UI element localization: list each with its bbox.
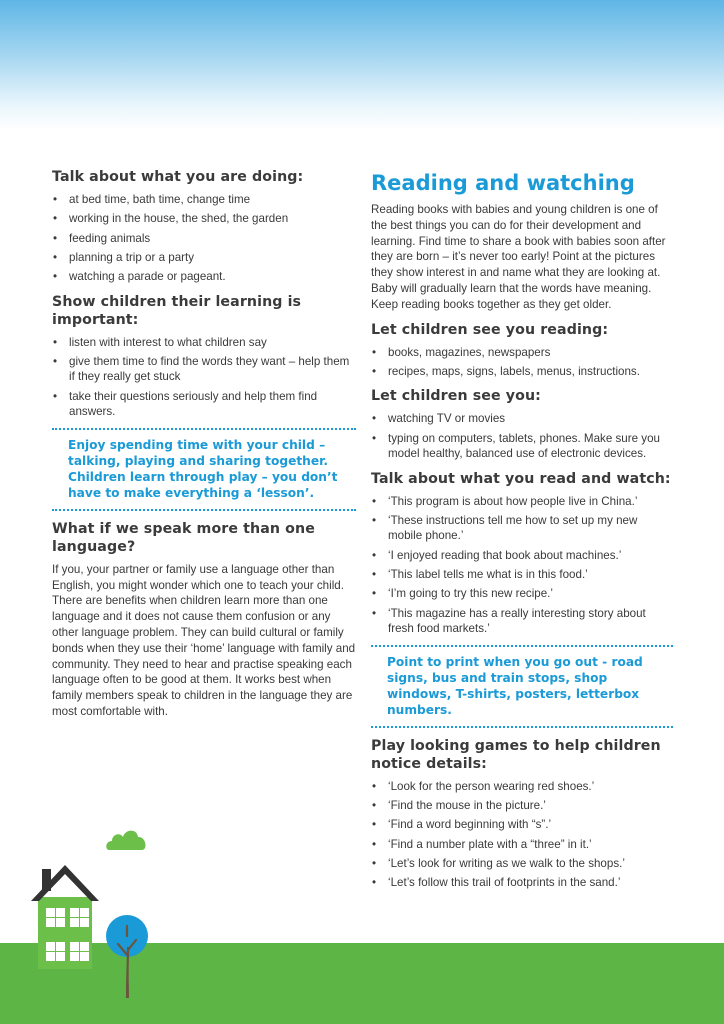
list-item: • give them time to find the words they want – help them if they really get stuck: [52, 354, 356, 385]
list-item: • ‘This magazine has a really interesting story about fresh food markets.’: [371, 606, 673, 637]
cloud-icon: [106, 826, 148, 852]
heading-see-you: Let children see you:: [371, 388, 541, 405]
paragraph-more-than-one-language: If you, your partner or family use a language other than English, you might wonder which one to teach your child. There are benefits when children learn more than one language and it does not cause them confusion or any other language problem. They can build cultural or family bonds when they use their ‘home’ language with family and community. They need to hear and practise speaking each language often to be good at them. It works best when family members speak to children in the language they are most comfortable with.: [52, 562, 356, 718]
list-item: • ‘This program is about how people live in China.’: [371, 494, 673, 510]
list-item: • recipes, maps, signs, labels, menus, instructions.: [371, 364, 673, 380]
list-item: • planning a trip or a party: [52, 250, 356, 266]
list-item: • ‘I enjoyed reading that book about machines.’: [371, 548, 673, 564]
paragraph-reading-intro: Reading books with babies and young children is one of the best things you can do for their development and learning. Find time to share a book with babies soon after they are born – it’s never too early! Point at the pictures they show interest in and name what they are looking at. Baby will gradually learn that the words have meaning. Keep reading books together as they get older.: [371, 203, 666, 311]
list-item: • ‘Find a number plate with a “three” in it.’: [371, 837, 673, 853]
heading-see-you-reading: Let children see you reading:: [371, 321, 609, 338]
list-item: • watching a parade or pageant.: [52, 269, 356, 285]
list-item: • books, magazines, newspapers: [371, 345, 673, 361]
list-looking-games: [371, 779, 673, 891]
list-item: • ‘Look for the person wearing red shoes.’: [371, 779, 673, 795]
list-talk-read-watch: [371, 494, 673, 637]
list-item: • working in the house, the shed, the garden: [52, 211, 356, 227]
list-item: • typing on computers, tablets, phones. Make sure you model healthy, balanced use of electronic devices.: [371, 431, 673, 462]
section-looking-games: [371, 737, 673, 891]
list-item: • watching TV or movies: [371, 411, 673, 427]
sky-gradient-banner: [0, 0, 724, 130]
page-title: Reading and watching: [371, 171, 635, 195]
list-item: • ‘Find a word beginning with “s”.’: [371, 817, 673, 833]
heading-show-learning-important: Show children their learning is important:: [52, 293, 302, 328]
section-see-you-reading: [371, 321, 673, 380]
right-column: [371, 170, 673, 899]
list-item: • ‘Let’s follow this trail of footprints in the sand.’: [371, 875, 673, 891]
list-item: • ‘I’m going to try this new recipe.’: [371, 586, 673, 602]
section-talk-about-doing: [52, 168, 356, 285]
list-talk-about-doing: [52, 192, 356, 285]
section-see-you: [371, 387, 673, 461]
callout-enjoy-spending-time: Enjoy spending time with your child – talking, playing and sharing together. Children learn through play – you don’t have to make everything a ‘lesson’.: [52, 428, 356, 511]
list-see-you-reading: [371, 345, 673, 380]
list-item: • ‘These instructions tell me how to set up my new mobile phone.’: [371, 513, 673, 544]
list-item: • at bed time, bath time, change time: [52, 192, 356, 208]
section-more-than-one-language: [52, 520, 356, 720]
list-item: • feeding animals: [52, 231, 356, 247]
house-icon: [28, 865, 100, 969]
list-see-you: [371, 411, 673, 461]
list-item: • listen with interest to what children say: [52, 335, 356, 351]
callout-point-to-print: Point to print when you go out - road signs, bus and train stops, shop windows, T-shirts, posters, letterbox numbers.: [371, 645, 673, 728]
heading-more-than-one-language: What if we speak more than one language?: [52, 520, 315, 555]
list-show-learning-important: [52, 335, 356, 420]
list-item: • take their questions seriously and help them find answers.: [52, 389, 356, 420]
list-item: • ‘This label tells me what is in this food.’: [371, 567, 673, 583]
heading-talk-about-doing: Talk about what you are doing:: [52, 169, 304, 185]
heading-looking-games: Play looking games to help children notice details:: [371, 737, 661, 772]
list-item: • ‘Let’s look for writing as we walk to the shops.’: [371, 856, 673, 872]
heading-talk-read-watch: Talk about what you read and watch:: [371, 470, 671, 487]
tree-icon: [103, 912, 151, 998]
left-column: [52, 168, 356, 728]
section-show-learning-important: [52, 293, 356, 420]
section-talk-read-watch: [371, 470, 673, 637]
list-item: • ‘Find the mouse in the picture.’: [371, 798, 673, 814]
